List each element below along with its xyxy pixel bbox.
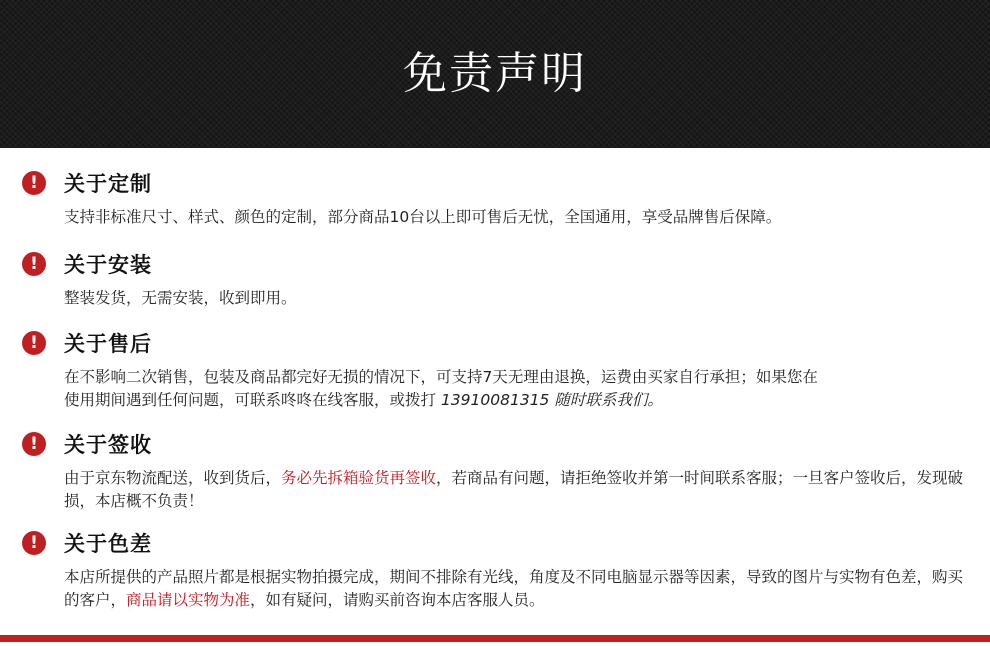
section-heading: 关于色差 (64, 532, 152, 556)
page-title: 免责声明 (403, 48, 587, 99)
exclamation-circle-icon: ! (22, 252, 46, 276)
highlight-warning: 商品请以实物为准 (126, 591, 251, 609)
section-heading: 关于签收 (64, 433, 152, 457)
section-heading: 关于安装 (64, 253, 152, 277)
body-text-part: ，如有疑问，请购买前咨询本店客服人员。 (250, 591, 545, 609)
section-heading-row (22, 530, 972, 558)
section-after-sales (22, 330, 972, 412)
exclamation-circle-icon: ! (22, 171, 46, 195)
section-signing (22, 431, 972, 513)
section-body-line: 在不影响二次销售，包装及商品都完好无损的情况下，可支持7天无理由退换，运费由买家自行承担；如果您在 (64, 368, 818, 386)
section-body: 支持非标准尺寸、样式、颜色的定制，部分商品10台以上即可售后无忧，全国通用，享受品牌售后保障。 (64, 208, 782, 226)
section-heading: 关于定制 (64, 172, 152, 196)
section-body (64, 467, 969, 513)
exclamation-circle-icon: ! (22, 331, 46, 355)
body-text-part: ，若商品有问题，请拒绝签收并第一时间联系客服；一旦客户签收后，发现破损，本店概不负责！ (64, 469, 964, 510)
section-installation (22, 251, 972, 310)
section-heading-row (22, 170, 972, 198)
section-heading-row (22, 431, 972, 459)
phone-number: 13910081315 随时联系我们。 (440, 391, 663, 409)
section-body (64, 366, 969, 412)
contact-text: 使用期间遇到任何问题，可联系咚咚在线客服，或拨打 (64, 391, 441, 409)
section-heading: 关于售后 (64, 332, 152, 356)
section-heading-row (22, 251, 972, 279)
section-color-difference (22, 530, 972, 612)
exclamation-circle-icon: ! (22, 432, 46, 456)
body-text-part: 本店所提供的产品照片都是根据实物拍摄完成，期间不排除有光线，角度及不同电脑显示器等因素，导致的图片与实物有色差，购买的客户， (64, 568, 964, 609)
header-banner (0, 0, 990, 148)
section-heading-row (22, 330, 972, 358)
section-body (64, 566, 969, 612)
section-customization (22, 170, 972, 229)
section-body: 整装发货，无需安装，收到即用。 (64, 289, 297, 307)
footer-divider (0, 635, 990, 642)
exclamation-circle-icon: ! (22, 531, 46, 555)
highlight-warning: 务必先拆箱验货再签收 (281, 469, 437, 487)
body-text-part: 由于京东物流配送，收到货后， (64, 469, 282, 487)
section-body-line (64, 389, 969, 412)
